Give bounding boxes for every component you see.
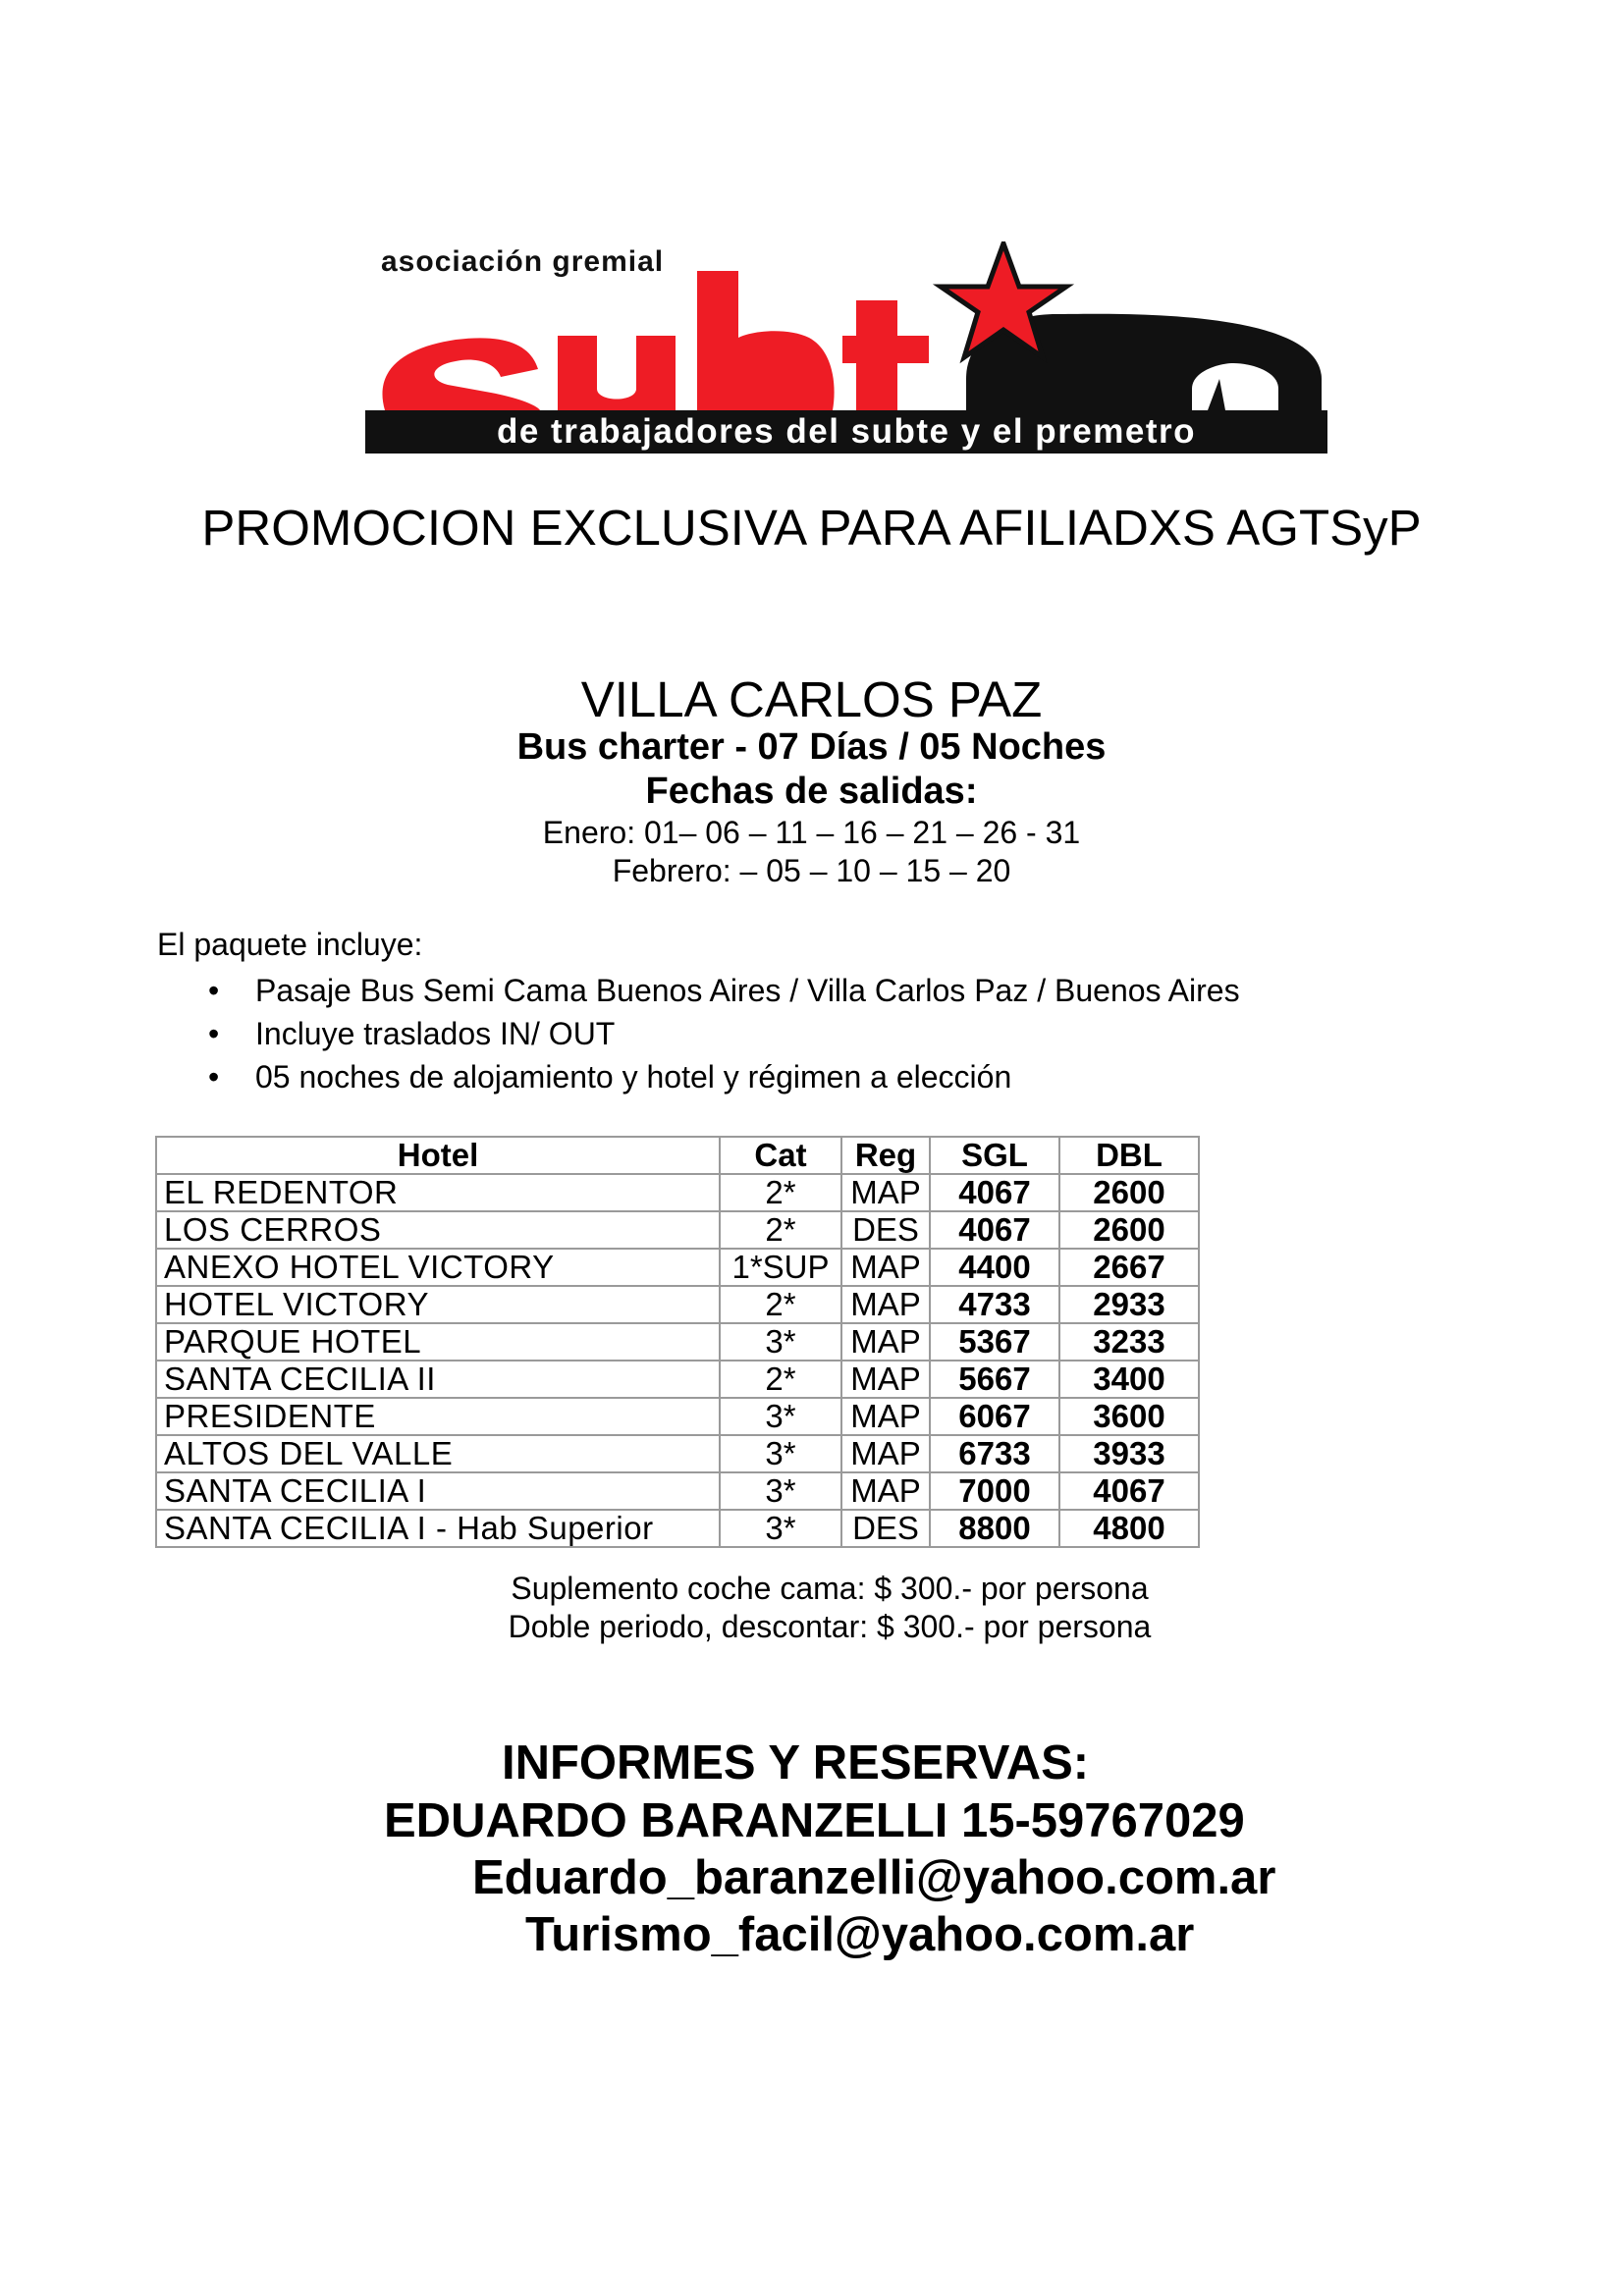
table-row xyxy=(156,1323,1199,1361)
single-price-cell: 5667 xyxy=(930,1361,1059,1398)
double-price-cell: 3600 xyxy=(1059,1398,1199,1435)
note-line: Suplemento coche cama: $ 300.- por persona xyxy=(511,1571,1149,1606)
promo-title: PROMOCION EXCLUSIVA PARA AFILIADXS AGTSyP xyxy=(201,500,1422,556)
regime-cell: DES xyxy=(841,1211,930,1249)
header-reg: Reg xyxy=(841,1137,930,1174)
single-price-cell: 6067 xyxy=(930,1398,1059,1435)
single-price-cell: 7000 xyxy=(930,1472,1059,1510)
hotel-name-cell: PRESIDENTE xyxy=(156,1398,720,1435)
table-row xyxy=(156,1472,1199,1510)
bullet-icon: • xyxy=(208,1016,220,1051)
include-text: Incluye traslados IN/ OUT xyxy=(255,1016,616,1051)
regime-cell: MAP xyxy=(841,1174,930,1211)
hotel-price-table xyxy=(155,1136,1200,1548)
note-line: Doble periodo, descontar: $ 300.- por persona xyxy=(508,1609,1152,1644)
hotel-name-cell: ALTOS DEL VALLE xyxy=(156,1435,720,1472)
category-cell: 3* xyxy=(720,1472,841,1510)
category-cell: 3* xyxy=(720,1510,841,1547)
regime-cell: MAP xyxy=(841,1472,930,1510)
regime-cell: MAP xyxy=(841,1249,930,1286)
single-price-cell: 4067 xyxy=(930,1174,1059,1211)
double-price-cell: 3400 xyxy=(1059,1361,1199,1398)
double-price-cell: 3933 xyxy=(1059,1435,1199,1472)
category-cell: 2* xyxy=(720,1211,841,1249)
category-cell: 2* xyxy=(720,1361,841,1398)
include-text: 05 noches de alojamiento y hotel y régimen a elección xyxy=(255,1059,1012,1095)
single-price-cell: 4067 xyxy=(930,1211,1059,1249)
table-row xyxy=(156,1398,1199,1435)
union-logo xyxy=(365,241,1327,457)
contact-name-phone: EDUARDO BARANZELLI 15-59767029 xyxy=(384,1794,1245,1847)
single-price-cell: 6733 xyxy=(930,1435,1059,1472)
contact-email-2[interactable]: Turismo_facil@yahoo.com.ar xyxy=(525,1908,1195,1961)
includes-heading: El paquete incluye: xyxy=(157,927,423,962)
regime-cell: MAP xyxy=(841,1398,930,1435)
logo-top-line: asociación gremial xyxy=(381,245,665,278)
table-body xyxy=(156,1174,1199,1547)
hotel-name-cell: PARQUE HOTEL xyxy=(156,1323,720,1361)
table-row xyxy=(156,1286,1199,1323)
package-duration: Bus charter - 07 Días / 05 Noches xyxy=(516,726,1107,768)
double-price-cell: 3233 xyxy=(1059,1323,1199,1361)
category-cell: 2* xyxy=(720,1174,841,1211)
header-cat: Cat xyxy=(720,1137,841,1174)
list-item xyxy=(157,1055,1240,1098)
table-row xyxy=(156,1510,1199,1547)
january-dates: Enero: 01– 06 – 11 – 16 – 21 – 26 - 31 xyxy=(542,815,1081,850)
regime-cell: MAP xyxy=(841,1361,930,1398)
table-row xyxy=(156,1174,1199,1211)
bullet-icon: • xyxy=(208,973,220,1008)
hotel-name-cell: SANTA CECILIA I - Hab Superior xyxy=(156,1510,720,1547)
double-price-cell: 2933 xyxy=(1059,1286,1199,1323)
hotel-name-cell: SANTA CECILIA I xyxy=(156,1472,720,1510)
table-row xyxy=(156,1435,1199,1472)
february-dates: Febrero: – 05 – 10 – 15 – 20 xyxy=(612,853,1011,888)
single-price-cell: 4400 xyxy=(930,1249,1059,1286)
includes-list xyxy=(157,969,1240,1098)
table-row xyxy=(156,1361,1199,1398)
header-sgl: SGL xyxy=(930,1137,1059,1174)
hotel-name-cell: ANEXO HOTEL VICTORY xyxy=(156,1249,720,1286)
double-price-cell: 4800 xyxy=(1059,1510,1199,1547)
header-dbl: DBL xyxy=(1059,1137,1199,1174)
single-price-cell: 5367 xyxy=(930,1323,1059,1361)
category-cell: 2* xyxy=(720,1286,841,1323)
hotel-name-cell: SANTA CECILIA II xyxy=(156,1361,720,1398)
double-price-cell: 2667 xyxy=(1059,1249,1199,1286)
package-includes xyxy=(157,927,1240,1098)
include-text: Pasaje Bus Semi Cama Buenos Aires / Villa Carlos Paz / Buenos Aires xyxy=(255,973,1240,1008)
single-price-cell: 4733 xyxy=(930,1286,1059,1323)
hotel-name-cell: EL REDENTOR xyxy=(156,1174,720,1211)
price-notes xyxy=(432,1570,1227,1646)
regime-cell: MAP xyxy=(841,1435,930,1472)
regime-cell: DES xyxy=(841,1510,930,1547)
contact-title: INFORMES Y RESERVAS: xyxy=(502,1736,1090,1789)
table-header-row xyxy=(156,1137,1199,1174)
table-row xyxy=(156,1211,1199,1249)
table-row xyxy=(156,1249,1199,1286)
contact-email-1[interactable]: Eduardo_baranzelli@yahoo.com.ar xyxy=(472,1851,1276,1904)
regime-cell: MAP xyxy=(841,1323,930,1361)
double-price-cell: 4067 xyxy=(1059,1472,1199,1510)
destination-title: VILLA CARLOS PAZ xyxy=(580,671,1043,727)
category-cell: 3* xyxy=(720,1398,841,1435)
bullet-icon: • xyxy=(208,1059,220,1095)
double-price-cell: 2600 xyxy=(1059,1174,1199,1211)
single-price-cell: 8800 xyxy=(930,1510,1059,1547)
category-cell: 3* xyxy=(720,1435,841,1472)
double-price-cell: 2600 xyxy=(1059,1211,1199,1249)
hotel-name-cell: LOS CERROS xyxy=(156,1211,720,1249)
header-hotel: Hotel xyxy=(156,1137,720,1174)
list-item xyxy=(157,969,1240,1012)
hotel-name-cell: HOTEL VICTORY xyxy=(156,1286,720,1323)
regime-cell: MAP xyxy=(841,1286,930,1323)
dates-title: Fechas de salidas: xyxy=(645,771,978,812)
category-cell: 3* xyxy=(720,1323,841,1361)
list-item xyxy=(157,1012,1240,1055)
category-cell: 1*SUP xyxy=(720,1249,841,1286)
logo-bottom-line: de trabajadores del subte y el premetro xyxy=(365,410,1327,454)
